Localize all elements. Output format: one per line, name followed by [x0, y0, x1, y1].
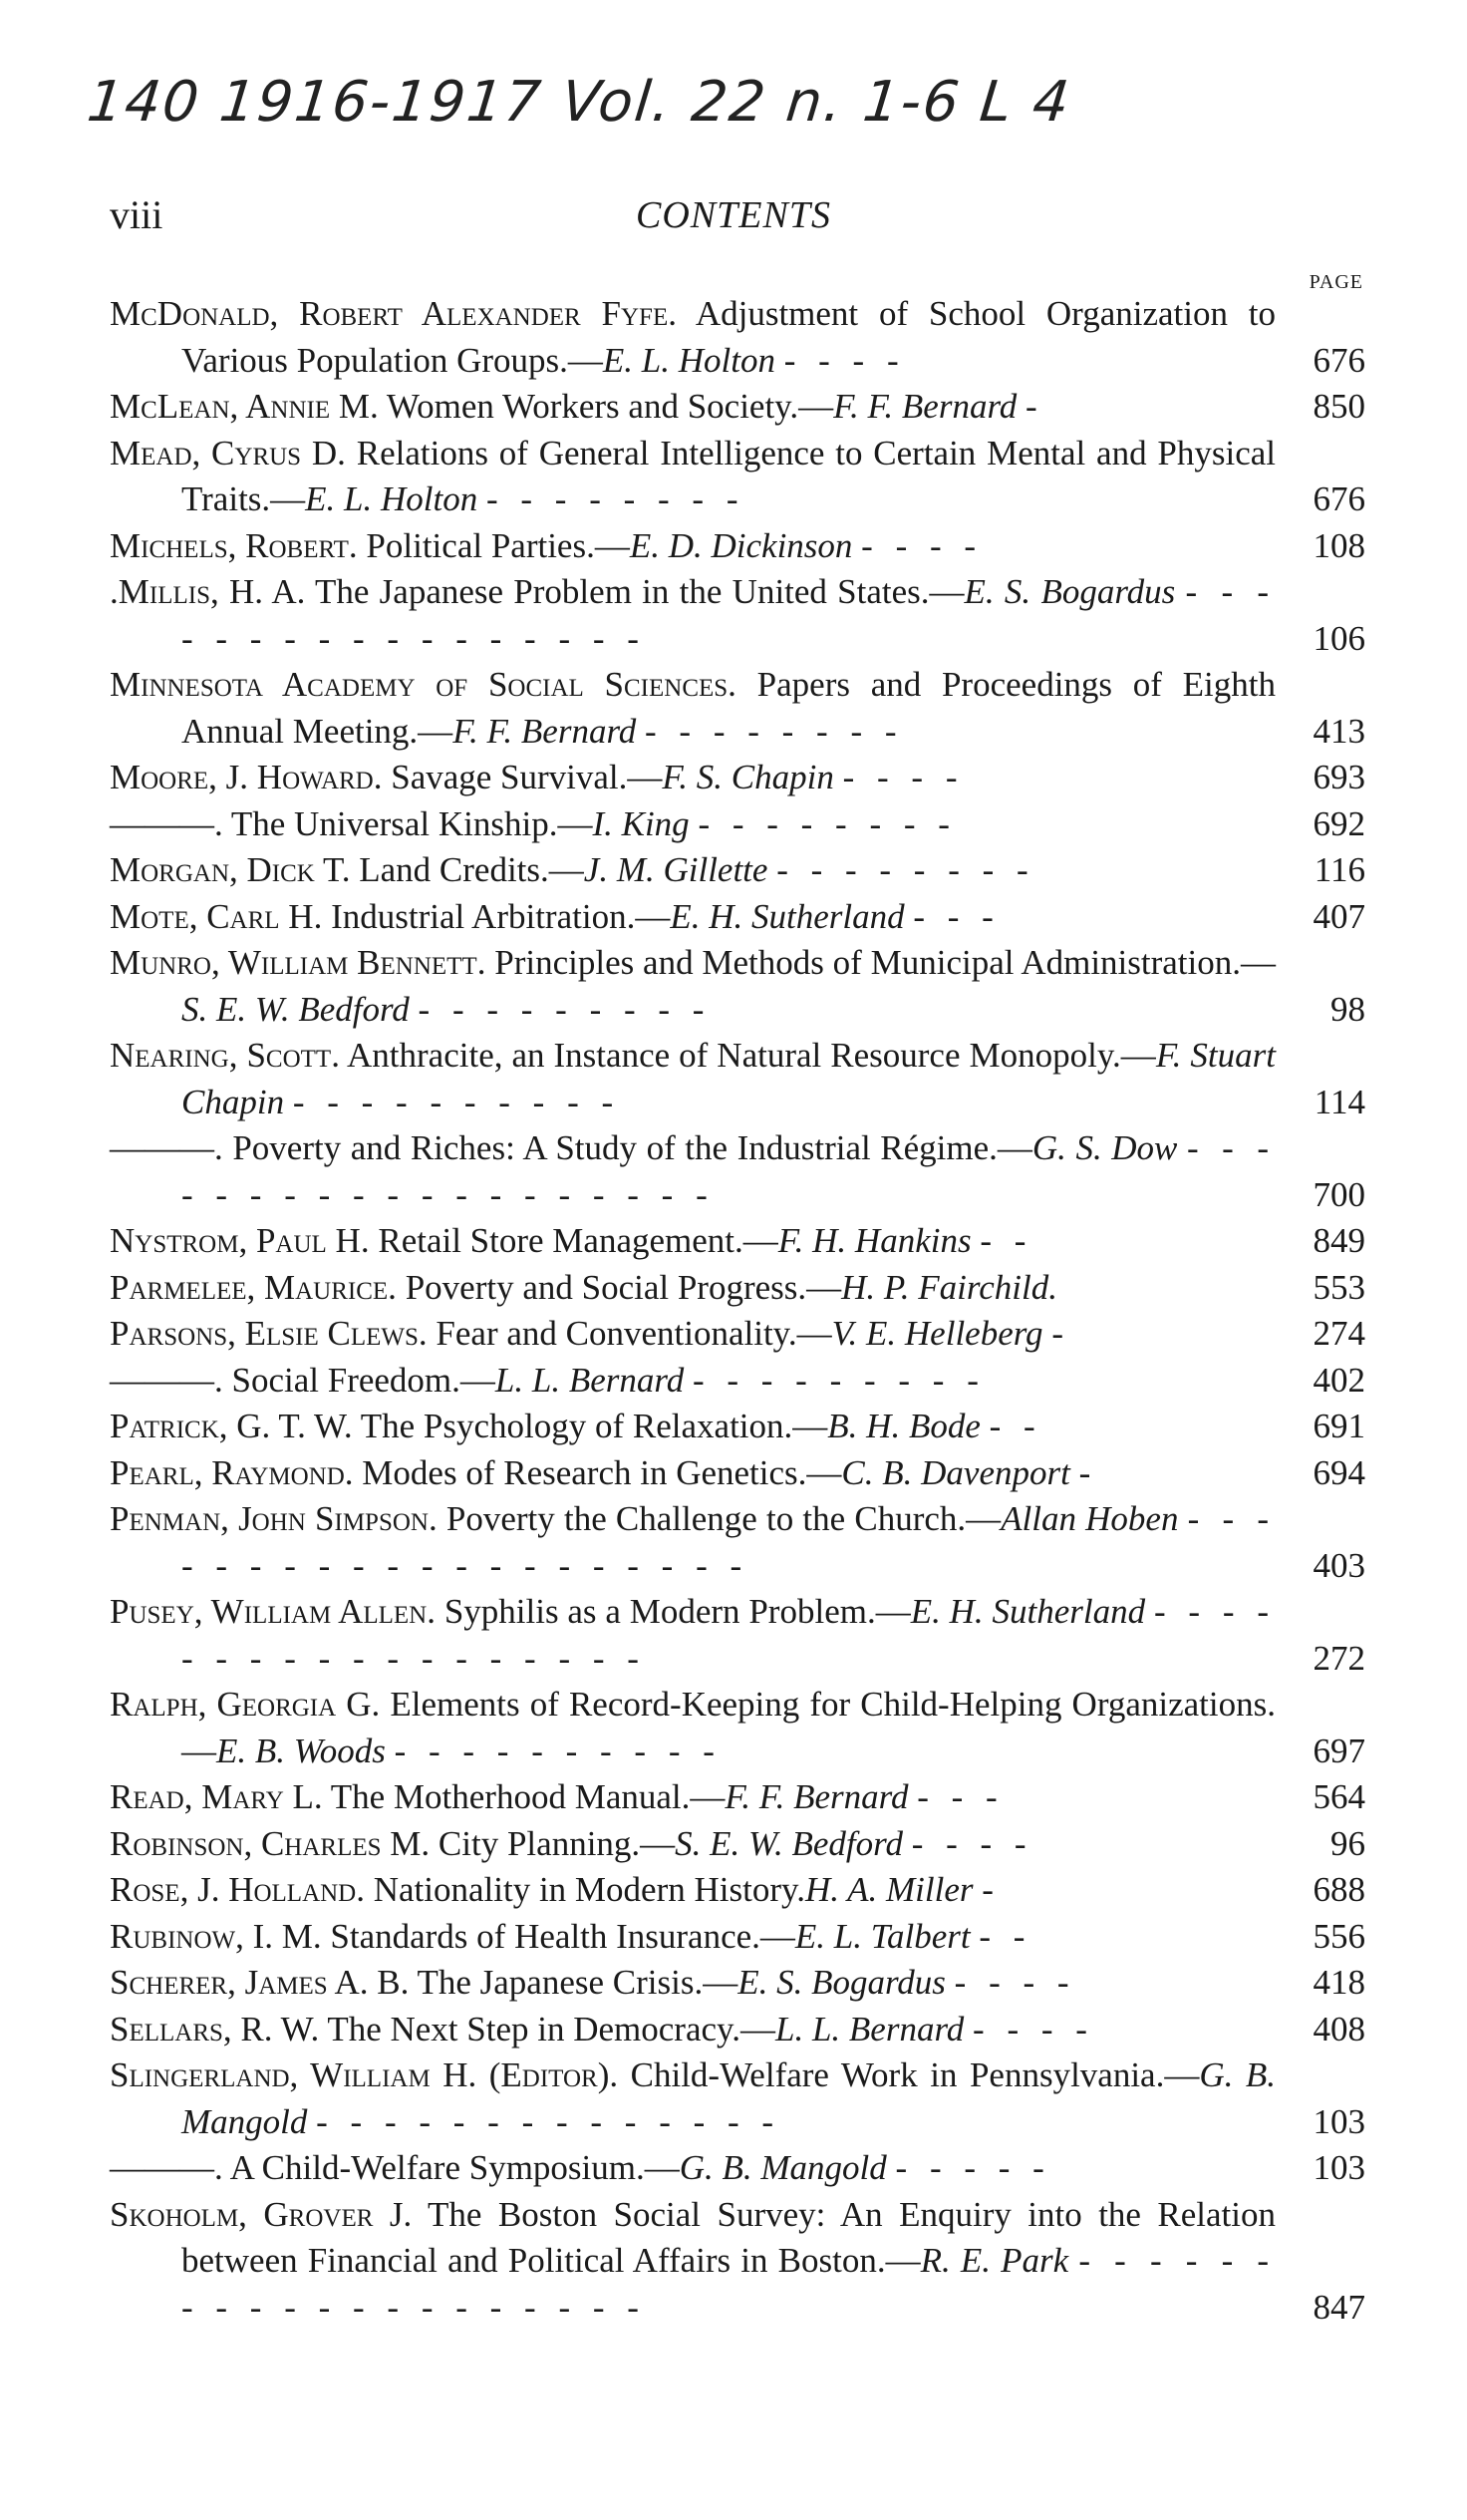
- entry-reviewer: F. F. Bernard: [725, 1777, 909, 1816]
- entry-page-number: 403: [1313, 1545, 1365, 1585]
- entry-leader-dashes: - - - - - - - - - -: [292, 1082, 621, 1121]
- entry-leader-dashes: - - - - - - - - - - - - - - - - - - -: [181, 1128, 1277, 1214]
- entry-title: Fear and Conventionality.—: [436, 1314, 832, 1353]
- entry-page-number: 849: [1313, 1221, 1365, 1260]
- entry-author: Patrick, G. T. W.: [110, 1407, 353, 1445]
- entry-reviewer: L. L. Bernard: [494, 1360, 685, 1400]
- entry-author: Parmelee, Maurice.: [110, 1267, 397, 1307]
- entry-reviewer: E. B. Woods: [216, 1731, 386, 1770]
- contents-entry: [110, 801, 1365, 848]
- contents-entry: [110, 1682, 1365, 1774]
- entry-leader-dashes: - - - -: [783, 340, 906, 380]
- entry-author: Moore, J. Howard.: [110, 758, 383, 796]
- entry-reviewer: E. D. Dickinson: [629, 525, 853, 565]
- entry-text: [110, 847, 1276, 894]
- entry-text: [110, 291, 1276, 384]
- entry-page-number: 274: [1313, 1314, 1365, 1353]
- entry-author: Nystrom, Paul H.: [110, 1221, 370, 1260]
- entry-title: The Motherhood Manual.—: [330, 1777, 726, 1816]
- entry-reviewer: F. F. Bernard: [833, 387, 1018, 426]
- entry-text: [110, 1450, 1276, 1497]
- entry-text: [110, 1914, 1276, 1961]
- contents-entry: [110, 1867, 1365, 1914]
- entry-author: Munro, William Bennett.: [110, 943, 486, 982]
- entry-reviewer: E. H. Sutherland: [910, 1592, 1146, 1631]
- entry-author: Slingerland, William H. (Editor).: [110, 2055, 619, 2094]
- entry-page-number: 408: [1313, 2009, 1365, 2048]
- contents-entry: [110, 431, 1365, 523]
- contents-entry: [110, 1450, 1365, 1497]
- entry-leader-dashes: - - - -: [842, 758, 965, 796]
- entry-reviewer: B. H. Bode: [827, 1407, 981, 1445]
- entry-reviewer: I. King: [592, 803, 690, 843]
- entry-author: Morgan, Dick T.: [110, 850, 351, 889]
- contents-entry: [110, 2192, 1365, 2332]
- entry-leader-dashes: -: [982, 1870, 1001, 1909]
- entry-title: Industrial Arbitration.—: [331, 896, 671, 936]
- entry-title: City Planning.—: [438, 1823, 676, 1863]
- contents-entry: [110, 1033, 1365, 1125]
- entry-leader-dashes: - - - - -: [895, 2148, 1051, 2187]
- entry-title: Retail Store Management.—: [378, 1221, 778, 1260]
- entry-page-number: 103: [1313, 2148, 1365, 2187]
- entry-leader-dashes: -: [1026, 387, 1044, 426]
- entry-page-number: 693: [1313, 758, 1365, 796]
- entry-reviewer: V. E. Helleberg: [831, 1314, 1043, 1353]
- page-column-label: PAGE: [1309, 271, 1363, 293]
- contents-entry: [110, 755, 1365, 801]
- contents-entry: [110, 1774, 1365, 1821]
- entry-text: [110, 384, 1276, 431]
- entry-leader-dashes: - - - - - - - - - - - - - - - - - -: [181, 1592, 1277, 1678]
- entry-author: Penman, John Simpson.: [110, 1499, 438, 1538]
- contents-entry: [110, 1960, 1365, 2007]
- entry-text: [110, 1404, 1276, 1450]
- entry-reviewer: F. F. Bernard: [452, 711, 637, 751]
- contents-entry: [110, 569, 1365, 662]
- entry-leader-dashes: - - - - - - - - - - - - - -: [316, 2101, 781, 2141]
- entry-reviewer: F. H. Hankins: [777, 1221, 972, 1260]
- entry-author: Robinson, Charles M.: [110, 1823, 431, 1863]
- entry-text: [110, 940, 1276, 1033]
- contents-entry: [110, 1358, 1365, 1405]
- entry-author: Scherer, James A. B.: [110, 1963, 410, 2002]
- entry-title: The Next Step in Democracy.—: [327, 2009, 775, 2048]
- contents-entry: [110, 1125, 1365, 1218]
- entry-text: [110, 431, 1276, 523]
- entry-text: [110, 2052, 1276, 2145]
- entry-leader-dashes: - - - - - - - - - - - - - - - - -: [181, 572, 1277, 658]
- entry-author: Michels, Robert.: [110, 525, 358, 565]
- entry-page-number: 676: [1313, 340, 1365, 380]
- entry-author: ———.: [110, 803, 223, 843]
- entry-reviewer: H. P. Fairchild.: [841, 1267, 1057, 1307]
- contents-entry: [110, 2007, 1365, 2053]
- entry-text: [110, 755, 1276, 801]
- entry-page-number: 556: [1313, 1916, 1365, 1956]
- entry-page-number: 103: [1313, 2101, 1365, 2141]
- entry-page-number: 676: [1313, 479, 1365, 518]
- entry-page-number: 692: [1313, 803, 1365, 843]
- entry-reviewer: Allan Hoben: [1001, 1499, 1179, 1538]
- entry-leader-dashes: - - - - - - - - - - - - - - - - - - - -: [181, 2241, 1277, 2327]
- entry-title: Relations of General Intelligence to Certain Mental and Physical Traits.—: [181, 433, 1276, 518]
- entry-page-number: 564: [1313, 1777, 1365, 1816]
- entry-title: The Japanese Problem in the United States.—: [315, 572, 965, 611]
- contents-entry: [110, 894, 1365, 941]
- entry-page-number: 98: [1330, 989, 1365, 1029]
- contents-entry: [110, 1265, 1365, 1312]
- entry-title: Standards of Health Insurance.—: [330, 1916, 795, 1956]
- entry-reviewer: R. E. Park: [920, 2241, 1069, 2280]
- entry-reviewer: E. S. Bogardus: [964, 572, 1176, 611]
- entry-text: [110, 1682, 1276, 1774]
- entry-author: Rubinow, I. M.: [110, 1916, 322, 1956]
- entry-author: .Millis, H. A.: [110, 572, 306, 611]
- entry-title: Child-Welfare Work in Pennsylvania.—: [630, 2055, 1200, 2094]
- contents-entry: [110, 2052, 1365, 2145]
- entry-leader-dashes: - - - - - - - -: [776, 850, 1035, 889]
- entry-title: Anthracite, an Instance of Natural Resource Monopoly.—: [347, 1036, 1156, 1075]
- entry-title: Principles and Methods of Municipal Administration.—: [494, 943, 1277, 982]
- entry-title: The Boston Social Survey: An Enquiry into the Relation between Financial and Political Affairs in Boston.—: [181, 2194, 1277, 2280]
- entry-title: Elements of Record-Keeping for Child-Helping Organizations.—: [181, 1685, 1276, 1770]
- entry-leader-dashes: - - - -: [861, 525, 984, 565]
- entry-title: Land Credits.—: [359, 850, 584, 889]
- entry-title: Women Workers and Society.—: [386, 387, 834, 426]
- entry-author: Mead, Cyrus D.: [110, 433, 346, 472]
- entry-title: The Psychology of Relaxation.—: [360, 1407, 828, 1445]
- entry-page-number: 553: [1313, 1267, 1365, 1307]
- entry-text: [110, 1125, 1276, 1218]
- entry-text: [110, 1358, 1276, 1405]
- entry-text: [110, 1033, 1276, 1125]
- entry-text: [110, 1867, 1276, 1914]
- entry-reviewer: E. S. Bogardus: [737, 1963, 946, 2002]
- entry-title: Modes of Research in Genetics.—: [362, 1452, 842, 1492]
- entry-reviewer: S. E. W. Bedford: [181, 989, 410, 1029]
- entry-author: Rose, J. Holland.: [110, 1870, 365, 1909]
- entry-text: [110, 1960, 1276, 2007]
- entry-leader-dashes: - - - - - - - - -: [418, 989, 712, 1029]
- entry-author: Skoholm, Grover J.: [110, 2194, 413, 2234]
- entry-reviewer: E. L. Holton: [305, 479, 478, 518]
- entry-leader-dashes: - - - - - - - -: [645, 711, 904, 751]
- entry-author: Nearing, Scott.: [110, 1036, 340, 1075]
- entry-reviewer: E. H. Sutherland: [670, 896, 905, 936]
- contents-entry: [110, 1311, 1365, 1358]
- entry-reviewer: J. M. Gillette: [583, 850, 768, 889]
- entry-author: ———.: [110, 1128, 223, 1167]
- entry-text: [110, 662, 1276, 755]
- entry-page-number: 96: [1330, 1823, 1365, 1863]
- entry-text: [110, 1774, 1276, 1821]
- entry-leader-dashes: - - - - - - - -: [486, 479, 745, 518]
- entry-text: [110, 2145, 1276, 2192]
- entry-title: Nationality in Modern History.: [373, 1870, 805, 1909]
- entry-title: A Child-Welfare Symposium.—: [229, 2148, 680, 2187]
- entry-reviewer: C. B. Davenport: [841, 1452, 1070, 1492]
- entry-page-number: 402: [1313, 1360, 1365, 1400]
- entry-leader-dashes: - - - - - - - - - -: [394, 1731, 722, 1770]
- entry-author: ———.: [110, 2148, 223, 2187]
- entry-leader-dashes: - - - - - - - - - - - - - - - - - - - -: [181, 1499, 1276, 1585]
- entry-title: Adjustment of School Organization to Various Population Groups.—: [181, 294, 1276, 380]
- entry-page-number: 407: [1313, 896, 1365, 936]
- contents-entry: [110, 291, 1365, 384]
- entry-leader-dashes: - -: [979, 1916, 1032, 1956]
- entry-reviewer: H. A. Miller: [804, 1870, 974, 1909]
- entry-page-number: 850: [1313, 387, 1365, 426]
- contents-entry: [110, 1218, 1365, 1265]
- entry-page-number: 847: [1313, 2287, 1365, 2327]
- entry-text: [110, 1218, 1276, 1265]
- entry-leader-dashes: - - - - - - - - -: [692, 1360, 986, 1400]
- entry-text: [110, 894, 1276, 941]
- entry-author: Parsons, Elsie Clews.: [110, 1314, 428, 1353]
- entry-page-number: 272: [1313, 1638, 1365, 1678]
- contents-entry: [110, 940, 1365, 1033]
- running-head: CONTENTS: [636, 194, 831, 236]
- entry-author: Minnesota Academy of Social Sciences.: [110, 665, 736, 704]
- entry-author: Ralph, Georgia G.: [110, 1685, 381, 1724]
- entry-text: [110, 569, 1276, 662]
- contents-entry: [110, 2145, 1365, 2192]
- contents-entry: [110, 847, 1365, 894]
- entry-text: [110, 2192, 1276, 2332]
- entry-reviewer: E. L. Holton: [602, 340, 775, 380]
- entry-reviewer: G. B. Mangold: [181, 2055, 1277, 2141]
- entry-text: [110, 801, 1276, 848]
- entry-text: [110, 1589, 1276, 1682]
- handwritten-catalog-note: 140 1916-1917 Vol. 22 n. 1-6 L 4: [84, 70, 1074, 135]
- entry-leader-dashes: - - - - - - - -: [698, 803, 957, 843]
- entry-title: Syphilis as a Modern Problem.—: [443, 1592, 911, 1631]
- entry-page-number: 114: [1314, 1082, 1365, 1121]
- entry-text: [110, 1311, 1276, 1358]
- entry-text: [110, 1821, 1276, 1868]
- entry-page-number: 413: [1313, 711, 1365, 751]
- entry-reviewer: S. E. W. Bedford: [675, 1823, 903, 1863]
- contents-entry: [110, 662, 1365, 755]
- entry-leader-dashes: - -: [980, 1221, 1033, 1260]
- entry-reviewer: F. S. Chapin: [662, 758, 834, 796]
- entry-leader-dashes: - -: [989, 1407, 1042, 1445]
- entry-leader-dashes: - - - -: [973, 2009, 1094, 2048]
- entry-reviewer: L. L. Bernard: [775, 2009, 965, 2048]
- entry-author: Pusey, William Allen.: [110, 1592, 436, 1631]
- entry-reviewer: E. L. Talbert: [794, 1916, 971, 1956]
- entry-title: Papers and Proceedings of Eighth Annual Meeting.—: [181, 665, 1276, 751]
- contents-entry: [110, 523, 1365, 570]
- folio-number: viii: [110, 192, 163, 237]
- entry-leader-dashes: - - -: [913, 896, 1001, 936]
- entry-page-number: 700: [1313, 1174, 1365, 1214]
- contents-entry: [110, 1404, 1365, 1450]
- entry-author: Sellars, R. W.: [110, 2009, 320, 2048]
- entry-title: Savage Survival.—: [391, 758, 663, 796]
- contents-entry: [110, 1589, 1365, 1682]
- entry-page-number: 691: [1313, 1407, 1365, 1445]
- entry-author: McLean, Annie M.: [110, 387, 379, 426]
- entry-page-number: 108: [1313, 525, 1365, 565]
- entry-page-number: 688: [1313, 1870, 1365, 1909]
- entry-reviewer: G. B. Mangold: [679, 2148, 887, 2187]
- entry-text: [110, 1265, 1276, 1312]
- contents-entry: [110, 1496, 1365, 1589]
- entry-author: McDonald, Robert Alexander Fyfe.: [110, 294, 677, 333]
- entry-author: Mote, Carl H.: [110, 896, 323, 936]
- entry-author: Read, Mary L.: [110, 1777, 323, 1816]
- entry-leader-dashes: -: [1078, 1452, 1098, 1492]
- contents-entry: [110, 1914, 1365, 1961]
- entry-leader-dashes: - - - -: [911, 1823, 1033, 1863]
- contents-list: [110, 291, 1365, 2331]
- contents-entry: [110, 1821, 1365, 1868]
- entry-title: Poverty the Challenge to the Church.—: [445, 1499, 1002, 1538]
- contents-entry: [110, 384, 1365, 431]
- entry-title: Political Parties.—: [366, 525, 630, 565]
- entry-leader-dashes: - - -: [917, 1777, 1005, 1816]
- entry-author: Pearl, Raymond.: [110, 1452, 354, 1492]
- entry-text: [110, 2007, 1276, 2053]
- entry-page-number: 418: [1313, 1963, 1365, 2002]
- entry-text: [110, 523, 1276, 570]
- entry-page-number: 697: [1313, 1731, 1365, 1770]
- entry-leader-dashes: - - - -: [954, 1963, 1076, 2002]
- entry-page-number: 116: [1314, 850, 1365, 889]
- entry-title: The Universal Kinship.—: [230, 803, 593, 843]
- entry-page-number: 106: [1313, 618, 1365, 658]
- entry-title: Poverty and Riches: A Study of the Industrial Régime.—: [232, 1128, 1032, 1167]
- entry-title: Social Freedom.—: [231, 1360, 495, 1400]
- entry-reviewer: G. S. Dow: [1031, 1128, 1178, 1167]
- entry-title: Poverty and Social Progress.—: [405, 1267, 842, 1307]
- entry-page-number: 694: [1313, 1452, 1365, 1492]
- entry-author: ———.: [110, 1360, 223, 1400]
- entry-text: [110, 1496, 1276, 1589]
- entry-title: The Japanese Crisis.—: [417, 1963, 738, 2002]
- entry-reviewer: F. Stuart Chapin: [181, 1036, 1277, 1121]
- entry-leader-dashes: -: [1051, 1314, 1070, 1353]
